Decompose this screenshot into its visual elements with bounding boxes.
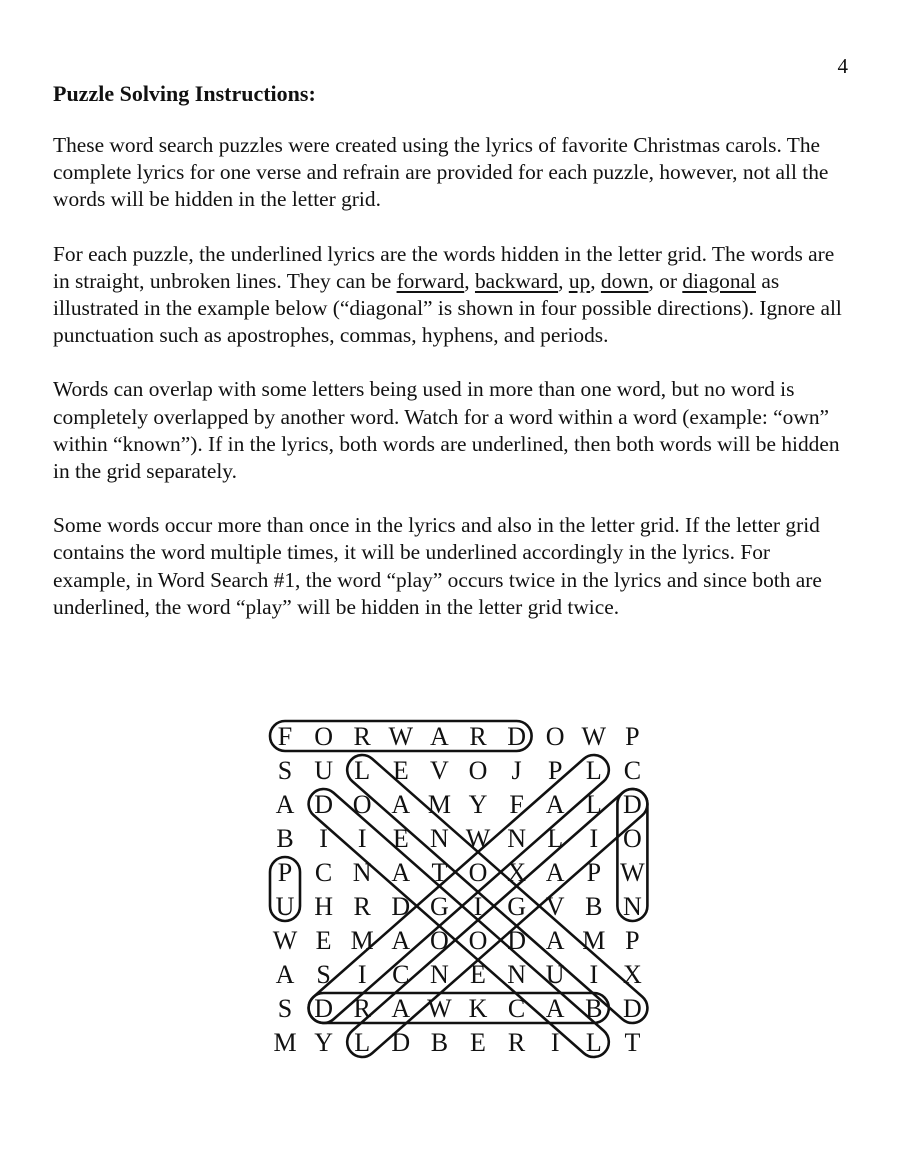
grid-letter: N — [507, 960, 526, 989]
grid-letter: O — [430, 926, 449, 955]
grid-letter: T — [624, 1028, 641, 1057]
grid-letter: R — [353, 722, 371, 751]
grid-letter: X — [623, 960, 642, 989]
grid-letter: D — [507, 926, 526, 955]
paragraph-2-part-a: For each puzzle, the underlined lyrics are the words hidden in the letter grid. The words are in straight, unbroken lines. They can be — [53, 241, 835, 293]
separator: , — [464, 268, 475, 293]
grid-letter: T — [431, 858, 448, 887]
grid-letter: V — [545, 892, 565, 921]
grid-letter: D — [314, 790, 333, 819]
grid-letter: W — [581, 722, 607, 751]
grid-letter: N — [352, 858, 372, 887]
paragraph-2 — [53, 241, 853, 350]
paragraph-2-part-b: as illustrated in the example below (“diagonal” is shown in four possible directions). Ignore all punctuation such as apostrophes, commas, hyphens, and periods. — [53, 268, 842, 348]
grid-letter: M — [582, 926, 606, 955]
grid-letter: K — [468, 994, 488, 1023]
grid-letter: C — [314, 858, 333, 887]
grid-letter: I — [589, 960, 599, 989]
instructions-content — [53, 80, 853, 648]
grid-letter: E — [392, 756, 409, 785]
grid-letter: P — [625, 926, 640, 955]
grid-letter: R — [353, 892, 371, 921]
grid-letter: O — [468, 926, 488, 955]
grid-letter: O — [468, 756, 488, 785]
grid-letter: V — [430, 756, 449, 785]
grid-letter: I — [357, 824, 367, 853]
underlined-diagonal: diagonal — [682, 268, 756, 293]
grid-letter: S — [277, 756, 293, 785]
grid-letter: N — [623, 892, 642, 921]
grid-letter: A — [275, 960, 295, 989]
grid-letter: O — [545, 722, 565, 751]
grid-letter: U — [275, 892, 295, 921]
grid-letter: D — [623, 994, 642, 1023]
grid-letter: B — [585, 892, 603, 921]
page-number: 4 — [837, 54, 848, 78]
grid-letter: U — [314, 756, 333, 785]
grid-letter: L — [585, 756, 602, 785]
word-search-svg — [264, 716, 654, 1061]
grid-letter: E — [392, 824, 409, 853]
grid-letter: E — [315, 926, 332, 955]
grid-letter: I — [357, 960, 367, 989]
grid-letter: A — [275, 790, 295, 819]
grid-letter: M — [273, 1028, 297, 1057]
grid-letter: P — [586, 858, 602, 887]
grid-letter: R — [353, 994, 371, 1023]
word-loop-diagonal — [302, 749, 615, 1029]
page-heading: Puzzle Solving Instructions: — [53, 81, 316, 106]
grid-letter: C — [507, 994, 526, 1023]
grid-letter: N — [430, 960, 449, 989]
grid-letter: W — [388, 722, 414, 751]
grid-letter: I — [589, 824, 599, 853]
word-loop-diagonal — [341, 783, 654, 1061]
underlined-backward: backward — [474, 268, 559, 293]
grid-letter: A — [545, 790, 565, 819]
grid-letter: R — [507, 1028, 526, 1057]
grid-letter: L — [585, 1028, 602, 1057]
grid-letter: Y — [314, 1028, 333, 1057]
grid-letter: F — [509, 790, 524, 819]
grid-letter: W — [272, 926, 298, 955]
grid-letter: C — [623, 756, 642, 785]
grid-letter: A — [545, 926, 565, 955]
grid-letter: G — [507, 892, 526, 921]
underlined-down: down — [600, 268, 649, 293]
word-loop-diagonal — [341, 749, 654, 1029]
grid-letter: D — [623, 790, 642, 819]
grid-letter: L — [354, 756, 371, 785]
grid-letter: P — [277, 858, 293, 887]
grid-letter: I — [473, 892, 483, 921]
grid-letter: X — [507, 858, 526, 887]
paragraph-3: Words can overlap with some letters being used in more than one word, but no word is completely overlapped by another word. Watch for a word within a word (example: “own” within “known”). If in the lyrics, both words are underlined, then both words will be hidden in the grid separately. — [53, 377, 840, 484]
grid-letter: I — [319, 824, 328, 853]
grid-letter: O — [623, 824, 642, 853]
paragraph-1: These word search puzzles were created using the lyrics of favorite Christmas carols. The complete lyrics for one verse and refrain are provided for each puzzle, however, not all the words will be hidden in the letter grid. — [53, 133, 829, 212]
grid-letter: S — [316, 960, 331, 989]
example-word-search-grid — [264, 716, 654, 1061]
grid-letter: B — [430, 1028, 449, 1057]
grid-letter: P — [547, 756, 563, 785]
grid-letter: A — [545, 858, 565, 887]
grid-letter: F — [277, 722, 293, 751]
grid-letter: H — [314, 892, 333, 921]
grid-letter: A — [391, 994, 411, 1023]
grid-letter: U — [545, 960, 565, 989]
grid-letter: D — [391, 1028, 411, 1057]
grid-letter: L — [354, 1028, 371, 1057]
grid-letter: O — [314, 722, 333, 751]
grid-letter: A — [391, 858, 411, 887]
separator: , or — [648, 268, 683, 293]
grid-letter: D — [314, 994, 333, 1023]
separator: , — [558, 268, 569, 293]
grid-letter: J — [511, 756, 522, 785]
grid-letter: O — [352, 790, 372, 819]
grid-letter: P — [625, 722, 640, 751]
grid-letter: E — [470, 1028, 486, 1057]
grid-letter: E — [470, 960, 486, 989]
underlined-forward: forward — [396, 268, 465, 293]
grid-letter: C — [392, 960, 410, 989]
grid-letter: B — [585, 994, 603, 1023]
grid-letter: W — [620, 858, 645, 887]
grid-letter: N — [430, 824, 449, 853]
grid-letter: A — [391, 926, 411, 955]
grid-letter: G — [430, 892, 449, 921]
grid-letter: S — [277, 994, 293, 1023]
grid-letter: M — [350, 926, 374, 955]
grid-letter: A — [391, 790, 411, 819]
grid-letter: W — [465, 824, 491, 853]
grid-letter: Y — [468, 790, 488, 819]
grid-letter: L — [585, 790, 602, 819]
grid-letter: I — [550, 1028, 560, 1057]
grid-letter: D — [391, 892, 411, 921]
word-loop-diagonal — [302, 783, 615, 1061]
separator: , — [590, 268, 601, 293]
underlined-up: up — [568, 268, 591, 293]
grid-letter: N — [507, 824, 526, 853]
grid-letter: A — [430, 722, 449, 751]
grid-letter: L — [547, 824, 564, 853]
grid-letter: W — [427, 994, 452, 1023]
grid-letter: B — [276, 824, 294, 853]
grid-letter: M — [427, 790, 451, 819]
grid-letter: R — [469, 722, 487, 751]
grid-letter: O — [468, 858, 488, 887]
grid-letter: D — [507, 722, 526, 751]
paragraph-4: Some words occur more than once in the lyrics and also in the letter grid. If the letter grid contains the word multiple times, it will be underlined accordingly in the lyrics. For example, in Word Search #1, the word “play” occurs twice in the lyrics and since both are underlined, the word “play” will be hidden in the letter grid twice. — [53, 513, 822, 619]
grid-letter: A — [545, 994, 565, 1023]
